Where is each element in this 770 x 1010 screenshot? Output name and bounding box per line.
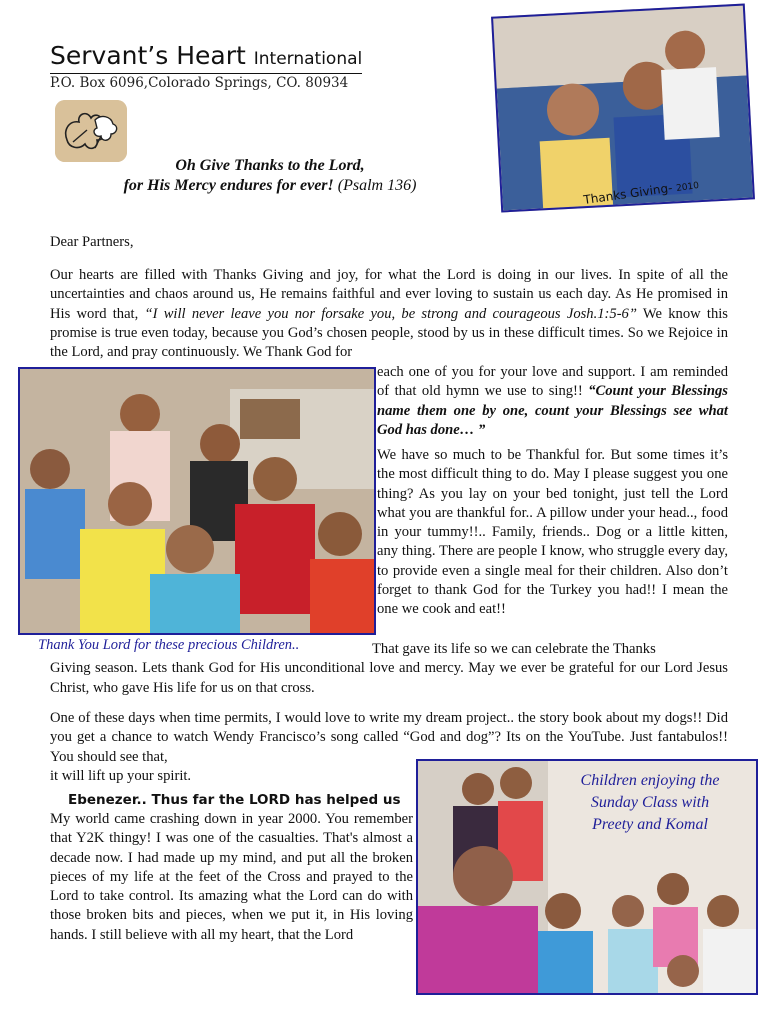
children-praying-photo [18,367,376,635]
p1-intro: Our hearts are filled with Thanks Giving and joy, for what the Lord is doing in our lives. In spite of all the uncertainties and chaos around us, He remains faithful and ever loving to sustain us each day. As He promised in His word that, [50,267,728,322]
p1-quote: “I will never leave you nor forsake you, be strong and courageous Josh.1:5-6” [144,305,637,322]
ebenezer-heading: Ebenezer.. Thus far the LORD has helped us [68,792,401,808]
p1-rest: We know this promise is true even today, because you God’s chosen people, stood by us in these difficult times. So we Rejoice in the Lord, and pray continuously. We Thank God for [50,305,728,361]
leaf-logo-icon [55,100,127,162]
verse-line-1: Oh Give Thanks to the Lord, [175,157,365,174]
caption-line-2: Sunday Class with [590,794,710,811]
org-suffix: International [253,49,363,69]
address: P.O. Box 6096,Colorado Springs, CO. 80934 [50,75,349,91]
paragraph-3-end: it will lift up your spirit. [50,768,192,784]
p1-cont: each one of you for your love and support. I am reminded of that old hymn we use to sing!! [377,364,728,400]
p2-rest: Giving season. Lets thank God for His unconditional love and mercy. May we ever be grateful for our Lord Jesus Christ, who gave His life for us on that cross. [50,660,728,696]
sunday-class-caption [560,770,740,836]
caption-line-3: Preety and Komal [592,816,708,833]
paragraph-3: One of these days when time permits, I would love to write my dream project.. the story book about my dogs!! Did you get a chance to watch Wendy Francisco’s song called “God and dog”? Its on the YouTube. Just fantabulos!! You should see that, [50,710,728,765]
paragraph-1 [50,266,728,362]
thanksgiving-photo [491,3,755,212]
paragraph-2: We have so much to be Thankful for. But some times it’s the most difficult thing to do. May I please suggest you one thing? As you lay on your bed tonight, just tell the Lord what you are thankful for.. A pillow under your head.., food in your tummy!!.. Family, friends.. Dog or a little kitten, any thing. There are people I know, who struggle every day, to provide even a single meal for their children. Also don’t forget to thank God for the Turkey you had!! I mean the one we cook and eat!! [377,447,728,618]
p1-hymn: “Count your Blessings name them one by one, count your Blessings see what God has done… ” [377,383,728,438]
p2-line-after-caption: That gave its life so we can celebrate the Thanks [372,641,656,657]
caption-year: 2010 [675,180,700,195]
verse [80,156,460,196]
paragraph-4: My world came crashing down in year 2000. You remember that Y2K thingy! I was one of the casualties. That's almost a decade now. I had made up my mind, and put all the broken pieces of my life at the feet of the Cross and prayed to the Lord to take control. Its amazing what the Lord can do with those broken bits and pieces, when we put it, in His loving hands. I still believe with all my heart, that the Lord [50,811,413,943]
verse-line-2: for His Mercy endures for ever! [123,177,334,194]
org-name: Servant’s Heart [50,41,246,70]
paragraph-1-continued [377,363,728,440]
org-title [50,42,362,74]
caption-text: Thanks Giving- [582,180,674,208]
verse-reference: (Psalm 136) [337,177,417,194]
paragraph-2-continued [50,640,728,698]
greeting: Dear Partners, [50,234,134,250]
caption-line-1: Children enjoying the [580,772,720,789]
children-photo-caption: Thank You Lord for these precious Children.. [38,637,300,653]
